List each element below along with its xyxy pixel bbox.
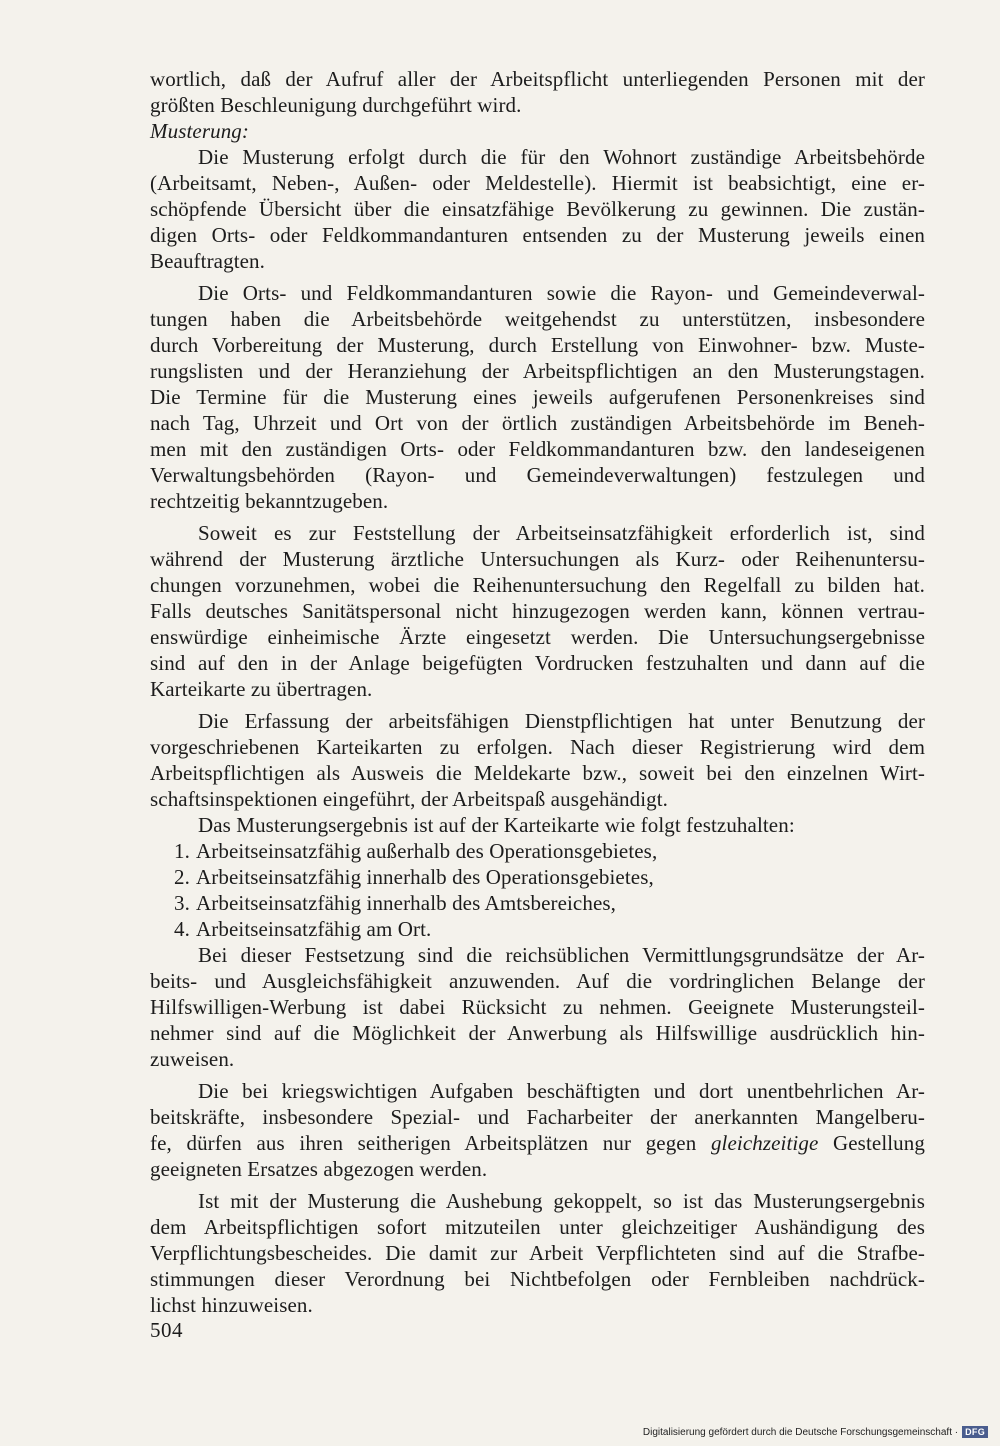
text-line: Arbeitspflichtigen als Ausweis die Meldekarte bzw., soweit bei den einzelnen Wirt- (150, 761, 925, 785)
text-line: Soweit es zur Feststellung der Arbeitseinsatzfähigkeit erforderlich ist, sind (198, 521, 925, 545)
text-line: geeigneten Ersatzes abgezogen werden. (150, 1157, 488, 1181)
text-line: wortlich, daß der Aufruf aller der Arbeitspflicht unterliegenden Personen mit der (150, 67, 925, 91)
text-line: lichst hinzuweisen. (150, 1293, 313, 1317)
text-line: zuweisen. (150, 1047, 235, 1071)
list-item (150, 890, 925, 916)
text-line: Verwaltungsbehörden (Rayon- und Gemeindeverwaltungen) festzulegen und (150, 463, 925, 487)
list-text: Arbeitseinsatzfähig innerhalb des Amtsbereiches, (196, 891, 617, 915)
page-number: 504 (150, 1318, 183, 1342)
text-line: sind auf den in der Anlage beigefügten Vordrucken festzuhalten und dann auf die (150, 651, 925, 675)
footer-text: Digitalisierung gefördert durch die Deutsche Forschungsgemeinschaft · (642, 1426, 959, 1438)
text-line: beits- und Ausgleichsfähigkeit anzuwenden. Auf die vordringlichen Belange der (150, 969, 925, 993)
list-text: Arbeitseinsatzfähig außerhalb des Operationsgebietes, (196, 839, 658, 863)
list-number: 3. (174, 891, 190, 915)
digitization-footer (643, 1426, 988, 1438)
text-line: dem Arbeitspflichtigen sofort mitzuteilen unter gleichzeitiger Aushändigung des (150, 1215, 925, 1239)
text-line: während der Musterung ärztliche Untersuchungen als Kurz- oder Reihenuntersu- (150, 547, 925, 571)
text-line: Das Musterungsergebnis ist auf der Karteikarte wie folgt festzuhalten: (198, 813, 795, 837)
text-line: chungen vorzunehmen, wobei die Reihenuntersuchung den Regelfall zu bilden hat. (150, 573, 925, 597)
text-line: Hilfswilligen-Werbung ist dabei Rücksicht zu nehmen. Geeignete Musterungsteil- (150, 995, 925, 1019)
text-line: größten Beschleunigung durchgeführt wird. (150, 93, 522, 117)
text-line: rungslisten und der Heranziehung der Arbeitspflichtigen an den Musterungstagen. (150, 359, 925, 383)
text-segment: fe, dürfen aus ihren seitherigen Arbeitsplätzen nur gegen (150, 1131, 697, 1155)
text-line: men mit den zuständigen Orts- oder Feldkommandanturen bzw. den landeseigenen (150, 437, 925, 461)
document-body (150, 66, 925, 1318)
list-text: Arbeitseinsatzfähig innerhalb des Operationsgebietes, (196, 865, 654, 889)
list-number: 4. (174, 917, 190, 941)
text-line: stimmungen dieser Verordnung bei Nichtbefolgen oder Fernbleiben nachdrück- (150, 1267, 925, 1291)
text-line: (Arbeitsamt, Neben-, Außen- oder Meldestelle). Hiermit ist beabsichtigt, eine er- (150, 171, 925, 195)
list-item (150, 916, 925, 942)
text-line: tungen haben die Arbeitsbehörde weitgehendst zu unterstützen, insbesondere (150, 307, 925, 331)
text-line: enswürdige einheimische Ärzte eingesetzt werden. Die Untersuchungsergebnisse (150, 625, 925, 649)
text-line: Karteikarte zu übertragen. (150, 677, 373, 701)
text-line: Die bei kriegswichtigen Aufgaben beschäftigten und dort unentbehrlichen Ar- (198, 1079, 925, 1103)
list-number: 2. (174, 865, 190, 889)
list-item (150, 838, 925, 864)
list-text: Arbeitseinsatzfähig am Ort. (196, 917, 432, 941)
text-line: Die Termine für die Musterung eines jeweils aufgerufenen Personenkreises sind (150, 385, 925, 409)
text-line: Die Musterung erfolgt durch die für den Wohnort zuständige Arbeitsbehörde (198, 145, 925, 169)
text-line: Falls deutsches Sanitätspersonal nicht hinzugezogen werden kann, können vertrau- (150, 599, 925, 623)
text-line: Beauftragten. (150, 249, 265, 273)
text-line: durch Vorbereitung der Musterung, durch Erstellung von Einwohner- bzw. Muste- (150, 333, 925, 357)
dfg-logo: DFG (962, 1426, 988, 1438)
text-line: Ist mit der Musterung die Aushebung gekoppelt, so ist das Musterungsergebnis (198, 1189, 925, 1213)
text-segment: Gestellung (833, 1131, 925, 1155)
text-line (150, 1130, 925, 1156)
text-line: nehmer sind auf die Möglichkeit der Anwerbung als Hilfswillige ausdrücklich hin- (150, 1021, 925, 1045)
emphasis-text: gleichzeitige (710, 1131, 819, 1155)
text-line: schöpfende Übersicht über die einsatzfähige Bevölkerung zu gewinnen. Die zustän- (150, 197, 925, 221)
text-line: rechtzeitig bekanntzugeben. (150, 489, 389, 513)
section-heading: Musterung: (150, 119, 249, 143)
text-line: schaftsinspektionen eingeführt, der Arbeitspaß ausgehändigt. (150, 787, 669, 811)
list-number: 1. (174, 839, 190, 863)
text-line: Bei dieser Festsetzung sind die reichsüblichen Vermittlungsgrundsätze der Ar- (198, 943, 925, 967)
text-line: nach Tag, Uhrzeit und Ort von der örtlich zuständigen Arbeitsbehörde im Beneh- (150, 411, 925, 435)
text-line: vorgeschriebenen Karteikarten zu erfolgen. Nach dieser Registrierung wird dem (150, 735, 925, 759)
text-line: Verpflichtungsbescheides. Die damit zur Arbeit Verpflichteten sind auf die Strafbe- (150, 1241, 925, 1265)
text-line: Die Orts- und Feldkommandanturen sowie die Rayon- und Gemeindeverwal- (198, 281, 925, 305)
text-line: beitskräfte, insbesondere Spezial- und Facharbeiter der anerkannten Mangelberu- (150, 1105, 925, 1129)
text-line: Die Erfassung der arbeitsfähigen Dienstpflichtigen hat unter Benutzung der (198, 709, 925, 733)
list-item (150, 864, 925, 890)
text-line: digen Orts- oder Feldkommandanturen entsenden zu der Musterung jeweils einen (150, 223, 925, 247)
